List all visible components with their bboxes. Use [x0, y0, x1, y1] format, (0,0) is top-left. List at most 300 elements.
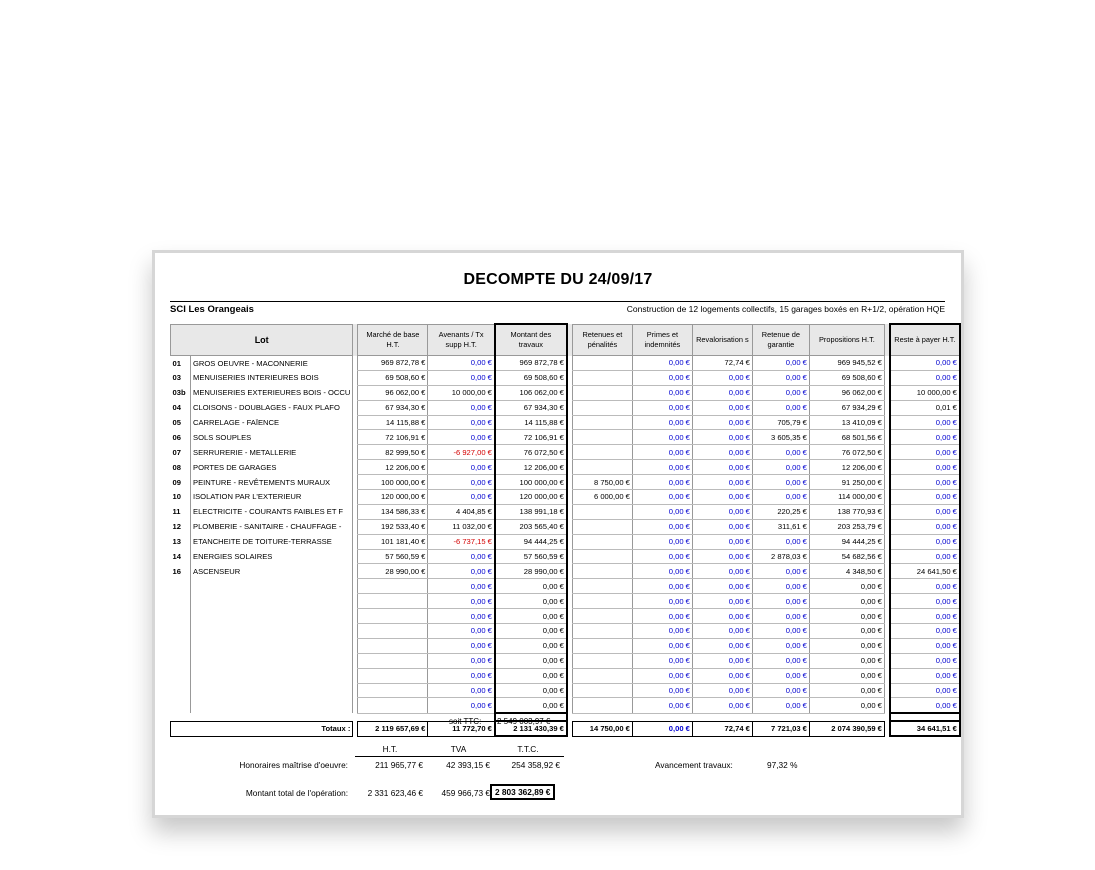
- propositions-value: 94 444,25 €: [809, 534, 884, 549]
- table-row: [171, 400, 960, 415]
- montant-value: 138 991,18 €: [495, 504, 567, 519]
- propositions-value: 0,00 €: [809, 609, 884, 624]
- garantie-value: 311,61 €: [752, 519, 809, 534]
- primes-value: 0,00 €: [632, 653, 692, 668]
- revalorisation-value: 0,00 €: [692, 504, 752, 519]
- revalorisation-value: 0,00 €: [692, 594, 752, 609]
- retenues-value: [572, 460, 632, 475]
- table-row: [171, 534, 960, 549]
- lot-name: PLOMBERIE - SANITAIRE - CHAUFFAGE -: [191, 519, 353, 534]
- avenants-value: 0,00 €: [428, 638, 495, 653]
- garantie-value: 0,00 €: [752, 594, 809, 609]
- propositions-value: 114 000,00 €: [809, 490, 884, 505]
- avenants-value: 0,00 €: [428, 549, 495, 564]
- montant-value: 0,00 €: [495, 579, 567, 594]
- marche-value: 57 560,59 €: [358, 549, 428, 564]
- lot-name: PORTES DE GARAGES: [191, 460, 353, 475]
- retenues-value: [572, 400, 632, 415]
- retenues-value: [572, 698, 632, 713]
- retenues-value: [572, 504, 632, 519]
- retenues-value: [572, 579, 632, 594]
- primes-value: 0,00 €: [632, 445, 692, 460]
- avenants-value: 0,00 €: [428, 564, 495, 579]
- revalorisation-value: 0,00 €: [692, 445, 752, 460]
- revalorisation-value: 0,00 €: [692, 668, 752, 683]
- revalorisation-value: 0,00 €: [692, 385, 752, 400]
- reste-value: 0,00 €: [890, 534, 960, 549]
- avenants-value: 0,00 €: [428, 430, 495, 445]
- propositions-value: 69 508,60 €: [809, 370, 884, 385]
- lot-name: CARRELAGE - FAÏENCE: [191, 415, 353, 430]
- montant-value: 94 444,25 €: [495, 534, 567, 549]
- table-row: [171, 385, 960, 400]
- lot-code: 12: [172, 522, 181, 532]
- avancement-label: Avancement travaux:: [655, 760, 733, 770]
- avenants-value: 4 404,85 €: [428, 504, 495, 519]
- primes-value: 0,00 €: [632, 400, 692, 415]
- retenues-value: [572, 594, 632, 609]
- retenues-value: 8 750,00 €: [572, 475, 632, 490]
- lot-code: 16: [172, 566, 181, 576]
- montant-value: 0,00 €: [495, 624, 567, 639]
- header-retenues: Retenues et pénalités: [572, 324, 632, 356]
- lot-name: [191, 624, 353, 639]
- lot-code: 13: [172, 537, 181, 547]
- revalorisation-value: 0,00 €: [692, 624, 752, 639]
- propositions-value: 67 934,29 €: [809, 400, 884, 415]
- lot-code: [171, 683, 191, 698]
- totals-reste: 34 641,51 €: [890, 721, 960, 736]
- reste-value: 24 641,50 €: [890, 564, 960, 579]
- reste-value: 0,00 €: [890, 504, 960, 519]
- garantie-value: 0,00 €: [752, 653, 809, 668]
- revalorisation-value: 0,00 €: [692, 415, 752, 430]
- lot-name: [191, 698, 353, 713]
- montant-value: 0,00 €: [495, 609, 567, 624]
- revalorisation-value: 0,00 €: [692, 549, 752, 564]
- lot-code: 06: [172, 432, 181, 442]
- header-marche: Marché de base H.T.: [358, 324, 428, 356]
- lot-code: [171, 653, 191, 668]
- retenues-value: [572, 430, 632, 445]
- reste-value: 0,00 €: [890, 519, 960, 534]
- header-primes: Primes et indemnités: [632, 324, 692, 356]
- table-row: [171, 609, 960, 624]
- lot-code: 04: [172, 403, 181, 413]
- garantie-value: 3 605,35 €: [752, 430, 809, 445]
- table-header-row: [171, 324, 960, 356]
- reste-value: 0,00 €: [890, 356, 960, 371]
- project-description: Construction de 12 logements collectifs, 15 garages boxés en R+1/2, opération HQE: [626, 304, 945, 314]
- avenants-value: -6 737,15 €: [428, 534, 495, 549]
- garantie-value: 0,00 €: [752, 668, 809, 683]
- primes-value: 0,00 €: [632, 430, 692, 445]
- revalorisation-value: 0,00 €: [692, 460, 752, 475]
- lot-code: 14: [172, 552, 181, 562]
- marche-value: [358, 668, 428, 683]
- revalorisation-value: 0,00 €: [692, 534, 752, 549]
- propositions-value: 0,00 €: [809, 698, 884, 713]
- revalorisation-value: 0,00 €: [692, 609, 752, 624]
- client-name: SCI Les Orangeais: [170, 304, 254, 315]
- propositions-value: 54 682,56 €: [809, 549, 884, 564]
- montant-value: 0,00 €: [495, 638, 567, 653]
- marche-value: [358, 594, 428, 609]
- ttc-label: soit TTC:: [449, 717, 482, 726]
- marche-value: 69 508,60 €: [358, 370, 428, 385]
- marche-value: 67 934,30 €: [358, 400, 428, 415]
- honoraires-ht: 211 965,77 €: [375, 760, 423, 770]
- reste-value: 10 000,00 €: [890, 385, 960, 400]
- montant-value: 969 872,78 €: [495, 356, 567, 371]
- propositions-value: 0,00 €: [809, 579, 884, 594]
- primes-value: 0,00 €: [632, 549, 692, 564]
- propositions-value: 91 250,00 €: [809, 475, 884, 490]
- avenants-value: 0,00 €: [428, 668, 495, 683]
- total-operation-ht: 2 331 623,46 €: [367, 788, 423, 798]
- montant-value: 57 560,59 €: [495, 549, 567, 564]
- lot-code: 09: [172, 477, 181, 487]
- lot-name: ELECTRICITE - COURANTS FAIBLES ET F: [191, 504, 353, 519]
- table-row: [171, 370, 960, 385]
- primes-value: 0,00 €: [632, 475, 692, 490]
- lot-code: [171, 609, 191, 624]
- reste-value: 0,00 €: [890, 698, 960, 713]
- reste-value: 0,00 €: [890, 370, 960, 385]
- table-row: [171, 490, 960, 505]
- marche-value: 12 206,00 €: [358, 460, 428, 475]
- table-row: [171, 594, 960, 609]
- totals-primes: 0,00 €: [632, 721, 692, 736]
- ttc-value: 2 549 003,97 €: [497, 717, 551, 726]
- revalorisation-value: 72,74 €: [692, 356, 752, 371]
- lot-name: [191, 683, 353, 698]
- header-revalorisation: Revalorisation s: [692, 324, 752, 356]
- reste-value: 0,00 €: [890, 624, 960, 639]
- total-operation-ttc: 2 803 362,89 €: [490, 784, 555, 800]
- totals-marche: 2 119 657,69 €: [358, 721, 428, 736]
- reste-value: 0,00 €: [890, 594, 960, 609]
- avenants-value: 0,00 €: [428, 370, 495, 385]
- totals-montant: 2 131 430,39 €: [495, 721, 567, 736]
- primes-value: 0,00 €: [632, 504, 692, 519]
- primes-value: 0,00 €: [632, 415, 692, 430]
- lot-code: [171, 698, 191, 713]
- retenues-value: [572, 370, 632, 385]
- garantie-value: 0,00 €: [752, 564, 809, 579]
- montant-value: 0,00 €: [495, 653, 567, 668]
- marche-value: 72 106,91 €: [358, 430, 428, 445]
- garantie-value: 0,00 €: [752, 624, 809, 639]
- lot-name: [191, 668, 353, 683]
- totals-retenues: 14 750,00 €: [572, 721, 632, 736]
- propositions-value: 76 072,50 €: [809, 445, 884, 460]
- lot-code: 10: [172, 492, 181, 502]
- totals-revalorisation: 72,74 €: [692, 721, 752, 736]
- avenants-value: 0,00 €: [428, 594, 495, 609]
- garantie-value: 0,00 €: [752, 356, 809, 371]
- garantie-value: 0,00 €: [752, 490, 809, 505]
- montant-value: 0,00 €: [495, 683, 567, 698]
- marche-value: [358, 579, 428, 594]
- header-retenue-garantie: Retenue de garantie: [752, 324, 809, 356]
- revalorisation-value: 0,00 €: [692, 564, 752, 579]
- primes-value: 0,00 €: [632, 534, 692, 549]
- propositions-value: 96 062,00 €: [809, 385, 884, 400]
- avenants-value: 0,00 €: [428, 624, 495, 639]
- revalorisation-value: 0,00 €: [692, 653, 752, 668]
- avenants-value: 0,00 €: [428, 475, 495, 490]
- marche-value: 96 062,00 €: [358, 385, 428, 400]
- revalorisation-value: 0,00 €: [692, 579, 752, 594]
- lot-name: PEINTURE - REVÊTEMENTS MURAUX: [191, 475, 353, 490]
- totals-garantie: 7 721,03 €: [752, 721, 809, 736]
- primes-value: 0,00 €: [632, 385, 692, 400]
- garantie-value: 0,00 €: [752, 445, 809, 460]
- propositions-value: 203 253,79 €: [809, 519, 884, 534]
- retenues-value: [572, 638, 632, 653]
- garantie-value: 0,00 €: [752, 698, 809, 713]
- montant-value: 0,00 €: [495, 594, 567, 609]
- reste-value: 0,00 €: [890, 415, 960, 430]
- revalorisation-value: 0,00 €: [692, 475, 752, 490]
- table-row: [171, 579, 960, 594]
- table-row: [171, 430, 960, 445]
- document-title: DECOMPTE DU 24/09/17: [463, 271, 653, 288]
- fees-header-tva: TVA: [450, 744, 467, 754]
- reste-value: 0,00 €: [890, 549, 960, 564]
- lot-code: 07: [172, 447, 181, 457]
- lot-code: 11: [172, 507, 181, 517]
- lot-name: [191, 638, 353, 653]
- lot-name: ISOLATION PAR L'EXTERIEUR: [191, 490, 353, 505]
- marche-value: [358, 624, 428, 639]
- montant-value: 67 934,30 €: [495, 400, 567, 415]
- lot-name: [191, 609, 353, 624]
- revalorisation-value: 0,00 €: [692, 490, 752, 505]
- lot-name: ENERGIES SOLAIRES: [191, 549, 353, 564]
- primes-value: 0,00 €: [632, 668, 692, 683]
- propositions-value: 4 348,50 €: [809, 564, 884, 579]
- reste-value: 0,00 €: [890, 683, 960, 698]
- propositions-value: 0,00 €: [809, 624, 884, 639]
- totals-label: Totaux :: [171, 721, 353, 736]
- reste-value: 0,00 €: [890, 430, 960, 445]
- document-sheet: [152, 250, 964, 818]
- reste-value: 0,00 €: [890, 638, 960, 653]
- montant-value: 0,00 €: [495, 668, 567, 683]
- garantie-value: 0,00 €: [752, 370, 809, 385]
- retenues-value: [572, 609, 632, 624]
- revalorisation-value: 0,00 €: [692, 400, 752, 415]
- lot-code: [171, 579, 191, 594]
- fees-header-ht: H.T.: [382, 744, 398, 754]
- marche-value: 192 533,40 €: [358, 519, 428, 534]
- table-row: [171, 445, 960, 460]
- primes-value: 0,00 €: [632, 356, 692, 371]
- revalorisation-value: 0,00 €: [692, 638, 752, 653]
- garantie-value: 220,25 €: [752, 504, 809, 519]
- total-operation-tva: 459 966,73 €: [441, 788, 490, 798]
- primes-value: 0,00 €: [632, 490, 692, 505]
- marche-value: 14 115,88 €: [358, 415, 428, 430]
- marche-value: [358, 638, 428, 653]
- honoraires-ttc: 254 358,92 €: [511, 760, 560, 770]
- avenants-value: 0,00 €: [428, 579, 495, 594]
- header-reste: Reste à payer H.T.: [890, 324, 960, 356]
- montant-value: 203 565,40 €: [495, 519, 567, 534]
- table-row: [171, 415, 960, 430]
- lot-code: 01: [172, 358, 181, 368]
- retenues-value: [572, 519, 632, 534]
- totals-propositions: 2 074 390,59 €: [809, 721, 884, 736]
- avenants-value: 11 032,00 €: [428, 519, 495, 534]
- retenues-value: [572, 356, 632, 371]
- montant-value: 28 990,00 €: [495, 564, 567, 579]
- table-row: [171, 668, 960, 683]
- lot-name: GROS OEUVRE - MACONNERIE: [191, 356, 353, 371]
- table-row: [171, 564, 960, 579]
- lot-code: 08: [172, 462, 181, 472]
- header-rule: [170, 301, 945, 302]
- lot-name: CLOISONS - DOUBLAGES - FAUX PLAFO: [191, 400, 353, 415]
- marche-value: 28 990,00 €: [358, 564, 428, 579]
- retenues-value: [572, 385, 632, 400]
- reste-value: 0,00 €: [890, 445, 960, 460]
- lot-name: MENUISERIES INTERIEURES BOIS: [191, 370, 353, 385]
- revalorisation-value: 0,00 €: [692, 370, 752, 385]
- primes-value: 0,00 €: [632, 624, 692, 639]
- lot-name: [191, 579, 353, 594]
- propositions-value: 13 410,09 €: [809, 415, 884, 430]
- table-row: [171, 698, 960, 713]
- primes-value: 0,00 €: [632, 460, 692, 475]
- avenants-value: 0,00 €: [428, 415, 495, 430]
- propositions-value: 12 206,00 €: [809, 460, 884, 475]
- lot-code: 05: [172, 418, 181, 427]
- avenants-value: 0,00 €: [428, 609, 495, 624]
- montant-value: 72 106,91 €: [495, 430, 567, 445]
- table-row: [171, 460, 960, 475]
- fees-header-rule: [355, 756, 564, 757]
- lot-code: 03: [172, 373, 181, 383]
- marche-value: 101 181,40 €: [358, 534, 428, 549]
- garantie-value: 0,00 €: [752, 460, 809, 475]
- marche-value: 100 000,00 €: [358, 475, 428, 490]
- retenues-value: [572, 624, 632, 639]
- retenues-value: 6 000,00 €: [572, 490, 632, 505]
- avenants-value: -6 927,00 €: [428, 445, 495, 460]
- primes-value: 0,00 €: [632, 594, 692, 609]
- lot-code: [171, 668, 191, 683]
- reste-value: 0,00 €: [890, 653, 960, 668]
- avancement-value: 97,32 %: [767, 760, 798, 770]
- propositions-value: 0,00 €: [809, 594, 884, 609]
- reste-value: 0,00 €: [890, 668, 960, 683]
- lot-code: 03b: [172, 388, 186, 398]
- marche-value: [358, 653, 428, 668]
- primes-value: 0,00 €: [632, 698, 692, 713]
- garantie-value: 2 878,03 €: [752, 549, 809, 564]
- table-row: [171, 549, 960, 564]
- marche-value: 134 586,33 €: [358, 504, 428, 519]
- garantie-value: 0,00 €: [752, 579, 809, 594]
- avenants-value: 0,00 €: [428, 356, 495, 371]
- primes-value: 0,00 €: [632, 609, 692, 624]
- propositions-value: 68 501,56 €: [809, 430, 884, 445]
- totals-avenants: 11 772,70 €: [428, 721, 495, 736]
- marche-value: 120 000,00 €: [358, 490, 428, 505]
- montant-value: 106 062,00 €: [495, 385, 567, 400]
- avenants-value: 0,00 €: [428, 490, 495, 505]
- lot-name: ETANCHEITE DE TOITURE-TERRASSE: [191, 534, 353, 549]
- montant-value: 69 508,60 €: [495, 370, 567, 385]
- montant-value: 0,00 €: [495, 698, 567, 713]
- propositions-value: 0,00 €: [809, 638, 884, 653]
- fees-header-ttc: T.T.C.: [517, 744, 539, 754]
- propositions-value: 969 945,52 €: [809, 356, 884, 371]
- primes-value: 0,00 €: [632, 370, 692, 385]
- retenues-value: [572, 683, 632, 698]
- reste-value: 0,00 €: [890, 475, 960, 490]
- lot-name: [191, 653, 353, 668]
- header-propositions: Propositions H.T.: [809, 324, 884, 356]
- propositions-value: 138 770,93 €: [809, 504, 884, 519]
- propositions-value: 0,00 €: [809, 683, 884, 698]
- revalorisation-value: 0,00 €: [692, 519, 752, 534]
- reste-value: 0,00 €: [890, 490, 960, 505]
- garantie-value: 0,00 €: [752, 683, 809, 698]
- propositions-value: 0,00 €: [809, 653, 884, 668]
- montant-value: 100 000,00 €: [495, 475, 567, 490]
- garantie-value: 0,00 €: [752, 609, 809, 624]
- table-row: [171, 519, 960, 534]
- propositions-value: 0,00 €: [809, 668, 884, 683]
- table-row: [171, 504, 960, 519]
- marche-value: [358, 683, 428, 698]
- retenues-value: [572, 534, 632, 549]
- montant-value: 76 072,50 €: [495, 445, 567, 460]
- garantie-value: 0,00 €: [752, 475, 809, 490]
- lot-name: SOLS SOUPLES: [191, 430, 353, 445]
- montant-value: 14 115,88 €: [495, 415, 567, 430]
- avenants-value: 0,00 €: [428, 698, 495, 713]
- garantie-value: 705,79 €: [752, 415, 809, 430]
- retenues-value: [572, 653, 632, 668]
- avenants-value: 0,00 €: [428, 460, 495, 475]
- retenues-value: [572, 415, 632, 430]
- avenants-value: 0,00 €: [428, 653, 495, 668]
- primes-value: 0,00 €: [632, 638, 692, 653]
- avenants-value: 0,00 €: [428, 400, 495, 415]
- avenants-value: 0,00 €: [428, 683, 495, 698]
- marche-value: [358, 609, 428, 624]
- revalorisation-value: 0,00 €: [692, 683, 752, 698]
- primes-value: 0,00 €: [632, 564, 692, 579]
- garantie-value: 0,00 €: [752, 534, 809, 549]
- montant-value: 120 000,00 €: [495, 490, 567, 505]
- totals-row: [171, 721, 960, 736]
- reste-value: 0,01 €: [890, 400, 960, 415]
- retenues-value: [572, 564, 632, 579]
- table-row: [171, 653, 960, 668]
- primes-value: 0,00 €: [632, 683, 692, 698]
- honoraires-tva: 42 393,15 €: [446, 760, 490, 770]
- reste-value: 0,00 €: [890, 460, 960, 475]
- retenues-value: [572, 668, 632, 683]
- table-row: [171, 475, 960, 490]
- garantie-value: 0,00 €: [752, 385, 809, 400]
